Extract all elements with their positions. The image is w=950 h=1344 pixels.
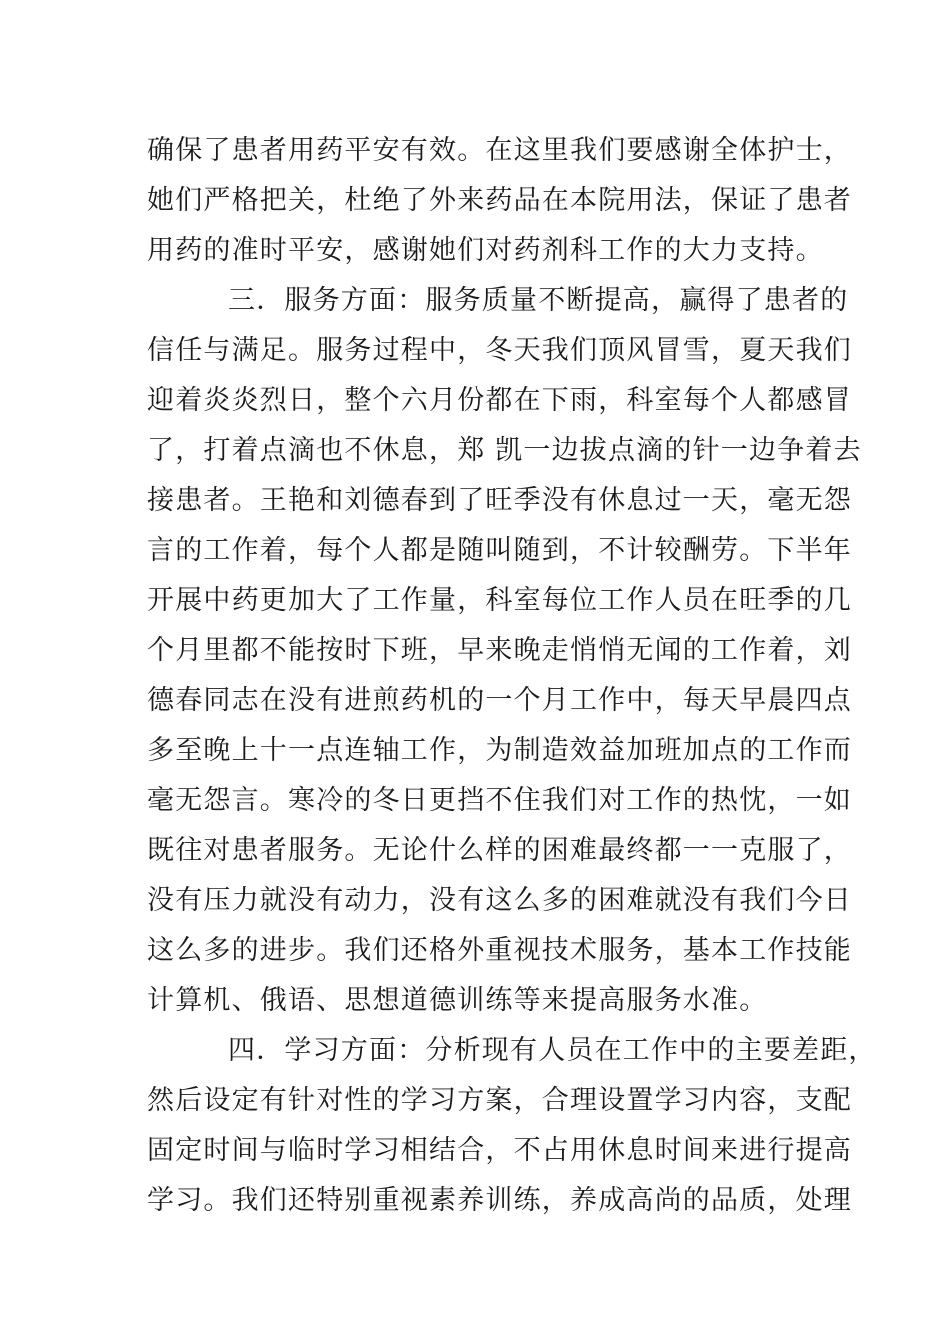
text-line: 然后设定有针对性的学习方案，合理设置学习内容，支配 [147,1085,852,1116]
text-line: 既往对患者服务。无论什么样的困难最终都一一克服了， [147,835,852,866]
text-line: 德春同志在没有进煎药机的一个月工作中，每天早晨四点 [147,685,852,716]
text-line: 她们严格把关，杜绝了外来药品在本院用法，保证了患者 [147,185,852,216]
text-line: 开展中药更加大了工作量，科室每位工作人员在旺季的几 [147,585,852,616]
text-line: 言的工作着，每个人都是随叫随到，不计较酬劳。下半年 [147,535,852,566]
text-line: 计算机、俄语、思想道德训练等来提高服务水准。 [147,985,768,1016]
section-heading-line: 三．服务方面：服务质量不断提高，赢得了患者的 [228,285,849,316]
text-line: 没有压力就没有动力，没有这么多的困难就没有我们今日 [147,885,852,916]
text-line: 用药的准时平安，感谢她们对药剂科工作的大力支持。 [147,235,824,266]
text-line: 个月里都不能按时下班，早来晚走悄悄无闻的工作着，刘 [147,635,852,666]
text-line: 多至晚上十一点连轴工作，为制造效益加班加点的工作而 [147,735,852,766]
text-line: 接患者。王艳和刘德春到了旺季没有休息过一天，毫无怨 [147,485,852,516]
text-line: 确保了患者用药平安有效。在这里我们要感谢全体护士， [147,135,852,166]
text-line: 了，打着点滴也不休息，郑 凯一边拔点滴的针一边争着去 [147,435,862,466]
text-line: 固定时间与临时学习相结合，不占用休息时间来进行提高 [147,1135,852,1166]
text-line: 信任与满足。服务过程中，冬天我们顶风冒雪，夏天我们 [147,335,852,366]
section-heading-line: 四．学习方面：分析现有人员在工作中的主要差距， [228,1035,877,1066]
text-line: 毫无怨言。寒冷的冬日更挡不住我们对工作的热忱，一如 [147,785,852,816]
text-line: 迎着炎炎烈日，整个六月份都在下雨，科室每个人都感冒 [147,385,852,416]
text-line: 这么多的进步。我们还格外重视技术服务，基本工作技能 [147,935,852,966]
text-line: 学习。我们还特别重视素养训练，养成高尚的品质，处理 [147,1185,852,1216]
